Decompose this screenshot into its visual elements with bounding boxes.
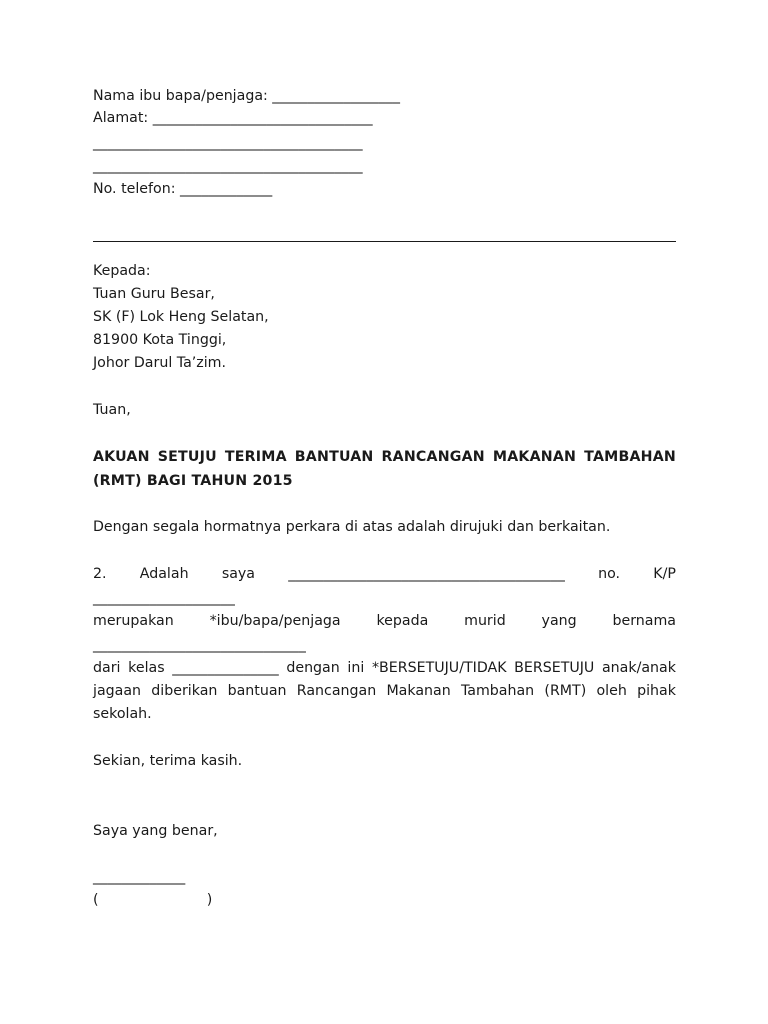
separator-rule bbox=[93, 241, 676, 242]
para-word: kelas bbox=[128, 660, 165, 676]
para2-line-3 bbox=[93, 614, 676, 628]
subject-line-2: (RMT) BAGI TAHUN 2015 bbox=[93, 473, 293, 489]
consent-option: *BERSETUJU/TIDAK bbox=[371, 660, 507, 676]
subject-word: BANTUAN bbox=[294, 449, 374, 465]
para-word: ini bbox=[347, 660, 365, 676]
consent-option: BERSETUJU bbox=[514, 660, 595, 676]
para2-line-6 bbox=[93, 684, 676, 698]
para-word: bernama bbox=[612, 613, 676, 629]
para-word: bantuan bbox=[227, 683, 287, 699]
subject-word: TAMBAHAN bbox=[584, 449, 676, 465]
para-word: anak/anak bbox=[601, 660, 676, 676]
recipient-city: 81900 Kota Tinggi, bbox=[93, 332, 227, 348]
para-word: murid bbox=[464, 613, 506, 629]
para-word: Makanan bbox=[386, 683, 451, 699]
subject-word: SETUJU bbox=[157, 449, 217, 465]
para-word: Tambahan bbox=[460, 683, 535, 699]
para-word: jagaan bbox=[93, 683, 142, 699]
name-blank: _______________________________________ bbox=[288, 566, 565, 582]
para2-line-5 bbox=[93, 661, 676, 675]
subject-word: AKUAN bbox=[93, 449, 150, 465]
closing-thanks: Sekian, terima kasih. bbox=[93, 753, 243, 769]
recipient-state: Johor Darul Ta’zim. bbox=[93, 355, 227, 371]
para-word: pihak bbox=[637, 683, 676, 699]
phone-field: No. telefon: _____________ bbox=[93, 181, 273, 197]
para-number: 2. bbox=[93, 566, 107, 582]
subject-line-1 bbox=[93, 450, 676, 464]
para-word: diberikan bbox=[151, 683, 218, 699]
para2-line-7: sekolah. bbox=[93, 706, 152, 722]
student-name-blank: ______________________________ bbox=[93, 637, 306, 653]
recipient-to: Kepada: bbox=[93, 263, 151, 279]
address-field: Alamat: _______________________________ bbox=[93, 110, 373, 126]
para-word: K/P bbox=[653, 566, 676, 582]
recipient-school: SK (F) Lok Heng Selatan, bbox=[93, 309, 269, 325]
ic-number-blank: ____________________ bbox=[93, 590, 235, 606]
para-word: Rancangan bbox=[296, 683, 377, 699]
parent-name-field: Nama ibu bapa/penjaga: __________________ bbox=[93, 88, 400, 104]
class-blank: _______________ bbox=[172, 660, 279, 676]
address-line-2: ______________________________________ bbox=[93, 135, 363, 151]
para-word: saya bbox=[221, 566, 255, 582]
para-word: (RMT) bbox=[544, 683, 587, 699]
address-line-3: ______________________________________ bbox=[93, 158, 363, 174]
para-word: oleh bbox=[596, 683, 627, 699]
signature-line: _____________ bbox=[93, 869, 186, 885]
salutation: Tuan, bbox=[93, 402, 131, 418]
para-word: kepada bbox=[376, 613, 429, 629]
sign-off: Saya yang benar, bbox=[93, 823, 218, 839]
subject-word: TERIMA bbox=[224, 449, 287, 465]
subject-word: MAKANAN bbox=[492, 449, 577, 465]
para-word: dengan bbox=[286, 660, 340, 676]
para2-line-1 bbox=[93, 567, 676, 581]
para-word: dari bbox=[93, 660, 121, 676]
para-word: *ibu/bapa/penjaga bbox=[209, 613, 341, 629]
para-word: merupakan bbox=[93, 613, 174, 629]
body-intro: Dengan segala hormatnya perkara di atas adalah dirujuki dan berkaitan. bbox=[93, 519, 611, 535]
signatory-name-bracket: ( ) bbox=[93, 892, 213, 908]
recipient-title: Tuan Guru Besar, bbox=[93, 286, 215, 302]
para-word: yang bbox=[541, 613, 577, 629]
subject-word: RANCANGAN bbox=[381, 449, 485, 465]
para-word: Adalah bbox=[139, 566, 189, 582]
para-word: no. bbox=[598, 566, 621, 582]
